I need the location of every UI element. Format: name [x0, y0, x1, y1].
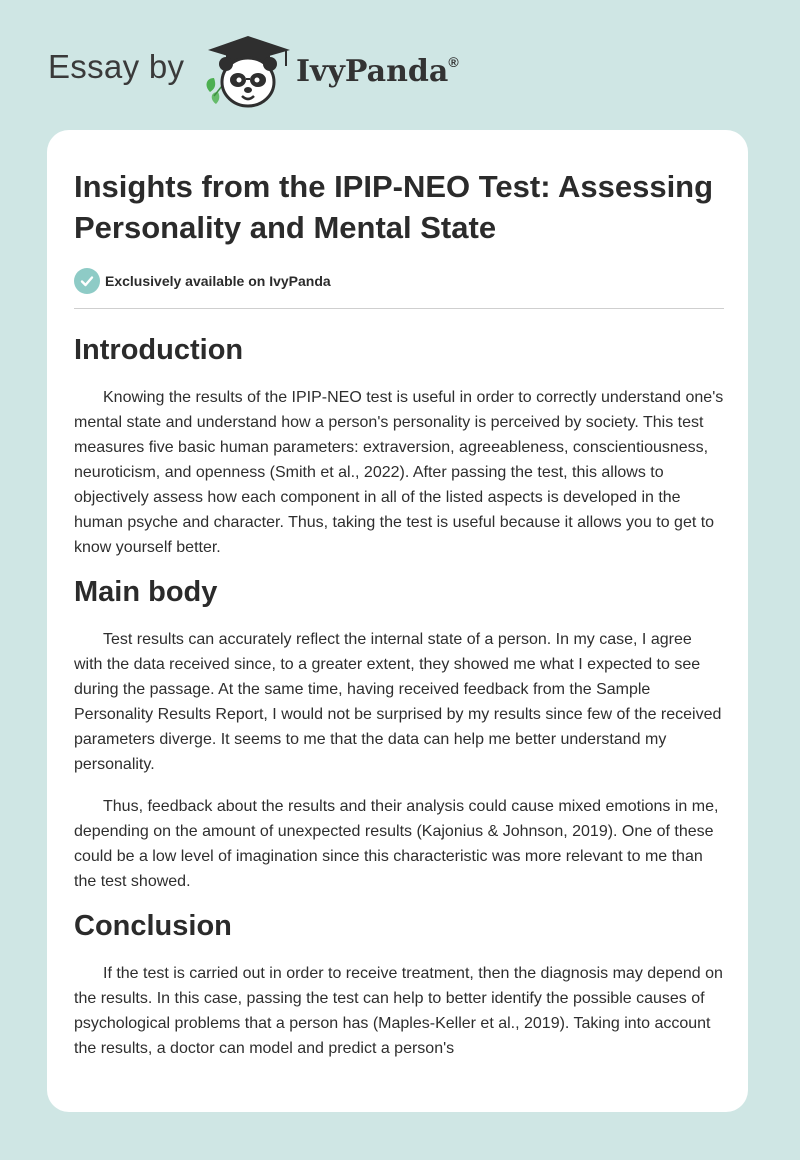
ivypanda-logo-icon — [202, 34, 294, 110]
section-heading-main-body: Main body — [74, 576, 218, 608]
section-heading-conclusion: Conclusion — [74, 910, 232, 942]
brand-name — [296, 54, 459, 89]
exclusive-badge — [74, 267, 724, 295]
paragraph: Thus, feedback about the results and their analysis could cause mixed emotions in me, depending on the amount of unexpected results (Kajonius & Johnson, 2019). One of these could be a low level of imagination since this characteristic was more relevant to me than the test showed. — [74, 798, 719, 890]
paragraph: If the test is carried out in order to receive treatment, then the diagnosis may depend on the results. In this case, passing the test can help to better identify the possible causes of psychological problems that a person has (Maples-Keller et al., 2019). Taking into account the results, a doctor can model and predict a person's — [74, 965, 723, 1057]
exclusive-badge-label: Exclusively available on IvyPanda — [105, 273, 331, 289]
brand-prefix: Essay by — [48, 48, 185, 85]
brand-name-text: IvyPanda — [296, 54, 449, 89]
page-title: Insights from the IPIP-NEO Test: Assessing Personality and Mental State — [74, 169, 714, 245]
essay-card — [47, 130, 748, 1112]
paragraph: Test results can accurately reflect the internal state of a person. In my case, I agree with the data received since, to a greater extent, they showed me what I expected to see during the passage. At the same time, having received feedback from the Sample Personality Results Report, I would not be surprised by my results since few of the received parameters diverge. It seems to me that the data can help me better understand my personality. — [74, 631, 722, 773]
divider — [74, 308, 724, 309]
section-heading-introduction: Introduction — [74, 334, 244, 366]
essay-content — [74, 166, 724, 1061]
registered-mark: ® — [448, 54, 459, 70]
paragraph: Knowing the results of the IPIP-NEO test is useful in order to correctly understand one's mental state and understand how a person's personality is perceived by society. This test measures five basic human parameters: extraversion, agreeableness, conscientiousness, neuroticism, and openness (Smith et al., 2022). After passing the test, this allows to objectively assess how each component in all of the listed aspects is developed in the human psyche and character. Thus, taking the test is useful because it allows you to get to know yourself better. — [74, 389, 724, 556]
check-icon — [74, 268, 100, 294]
brand-header — [48, 34, 508, 114]
